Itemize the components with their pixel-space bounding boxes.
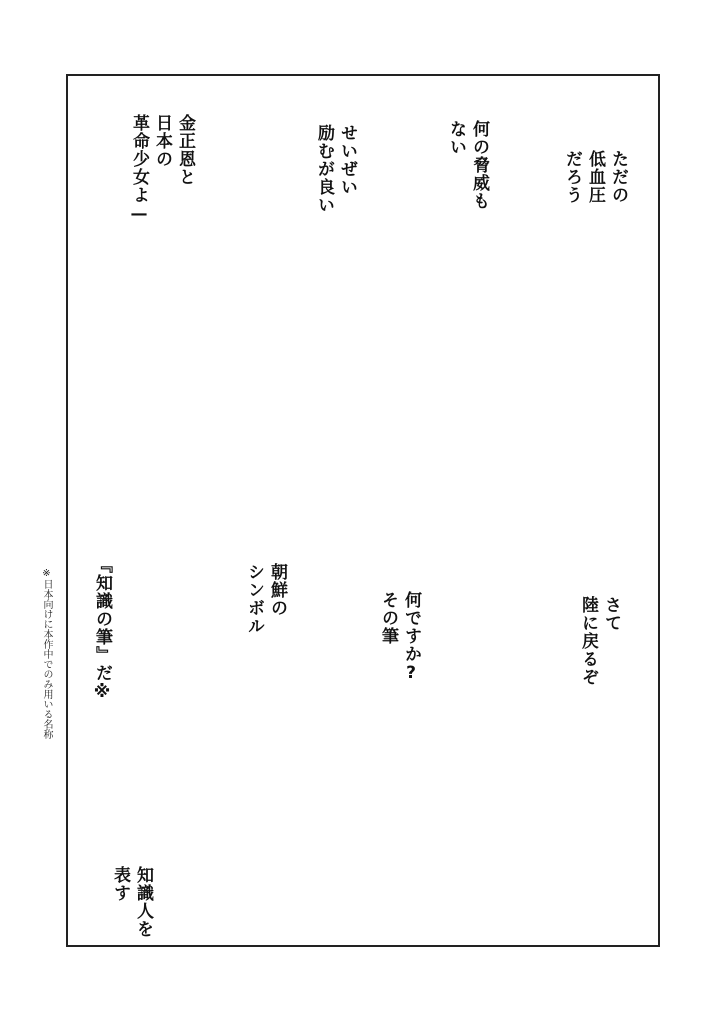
speech-text-chishiki-no-fude: 『知識の筆』だ※	[92, 556, 112, 703]
speech-text-sate-riku: さて 陸に戻るぞ	[578, 596, 621, 686]
speech-text-chishikijin: 知識人を 表す	[110, 866, 153, 938]
speech-text-nan-no-kyoui: 何の脅威も ない	[446, 120, 489, 210]
speech-text-kim-jong-un: 金正恩と 日本の 革命少女よ—	[129, 114, 195, 225]
footnote-text: ※日本向けに本作中でのみ用いる名称	[41, 568, 52, 739]
speech-text-tada-no-teiketsuatsu: ただの 低血圧 だろう	[562, 150, 628, 204]
speech-text-nan-desuka: 何ですか? その筆	[378, 591, 421, 684]
speech-text-chosen-symbol: 朝鮮の シンボル	[244, 563, 287, 635]
speech-text-seizei-hagemu: せいぜい 励むが良い	[314, 124, 357, 214]
